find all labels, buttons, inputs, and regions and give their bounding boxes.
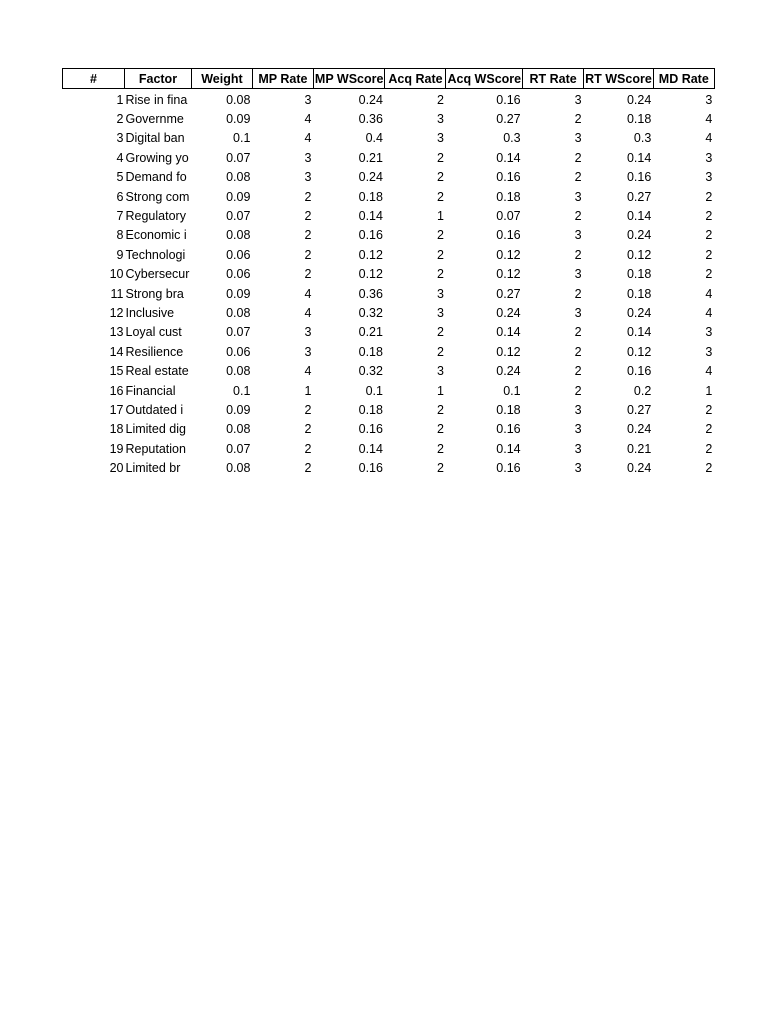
spreadsheet-page [62, 68, 715, 478]
cell-mp-rate: 2 [304, 402, 312, 417]
cell-number: 12 [109, 305, 124, 320]
table-row [63, 89, 715, 110]
header-mp-rate: MP Rate [252, 69, 313, 89]
cell-acq-rate: 3 [437, 305, 444, 320]
header-factor: Factor [125, 69, 192, 89]
header-number: # [63, 69, 125, 89]
cell-rt-rate: 2 [574, 364, 582, 379]
cell-rt-rate: 2 [574, 112, 582, 127]
cell-rt-rate: 3 [574, 228, 582, 243]
cell-weight: 0.09 [226, 402, 251, 417]
cell-mp-rate: 1 [304, 383, 312, 398]
factor-rating-table [62, 68, 715, 478]
cell-rt-wscore: 0.21 [626, 441, 652, 456]
cell-weight: 0.08 [226, 305, 251, 320]
cell-mp-rate: 3 [304, 150, 312, 165]
cell-rt-rate: 2 [574, 383, 582, 398]
cell-weight: 0.09 [226, 112, 251, 127]
cell-factor: Loyal cust [125, 325, 182, 340]
cell-rt-rate: 3 [574, 92, 582, 107]
cell-number: 9 [116, 247, 124, 262]
cell-mp-wscore: 0.14 [358, 441, 383, 456]
cell-rt-wscore: 0.12 [626, 344, 652, 359]
cell-mp-rate: 4 [304, 364, 312, 379]
table-row [63, 284, 715, 303]
cell-number: 5 [116, 170, 124, 185]
cell-acq-rate: 2 [437, 92, 444, 107]
table-row [63, 458, 715, 477]
cell-rt-rate: 2 [574, 286, 582, 301]
cell-mp-wscore: 0.24 [358, 92, 383, 107]
cell-mp-rate: 2 [304, 189, 312, 204]
cell-mp-wscore: 0.18 [358, 189, 383, 204]
header-md-rate: MD Rate [653, 69, 714, 89]
cell-factor: Rise in fina [125, 92, 188, 107]
cell-rt-rate: 3 [574, 131, 582, 146]
cell-weight: 0.08 [226, 422, 251, 437]
cell-factor: Real estate [125, 364, 189, 379]
cell-factor: Demand fo [125, 170, 187, 185]
cell-acq-rate: 3 [437, 131, 444, 146]
cell-number: 2 [116, 112, 124, 127]
cell-number: 8 [116, 228, 124, 243]
table-row [63, 168, 715, 187]
cell-mp-rate: 3 [304, 170, 312, 185]
cell-rt-rate: 2 [574, 209, 582, 224]
cell-rt-rate: 3 [574, 402, 582, 417]
table-body [63, 89, 715, 478]
header-rt-rate: RT Rate [523, 69, 584, 89]
cell-number: 7 [116, 209, 124, 224]
cell-factor: Growing yo [125, 150, 189, 165]
cell-md-rate: 4 [705, 305, 713, 320]
cell-weight: 0.07 [226, 325, 251, 340]
cell-md-rate: 3 [705, 170, 713, 185]
table-row [63, 245, 715, 264]
table-row [63, 323, 715, 342]
table-row [63, 342, 715, 361]
header-acq-rate: Acq Rate [385, 69, 446, 89]
cell-acq-wscore: 0.16 [496, 170, 521, 185]
cell-rt-wscore: 0.18 [626, 267, 652, 282]
cell-factor: Regulatory [125, 209, 186, 224]
cell-factor: Limited br [125, 461, 181, 476]
cell-acq-wscore: 0.24 [496, 364, 521, 379]
cell-rt-wscore: 0.12 [626, 247, 652, 262]
table-row [63, 361, 715, 380]
table-row [63, 303, 715, 322]
cell-mp-wscore: 0.16 [358, 422, 383, 437]
cell-weight: 0.06 [226, 344, 251, 359]
cell-md-rate: 3 [705, 344, 713, 359]
table-row [63, 187, 715, 206]
cell-acq-wscore: 0.14 [496, 325, 521, 340]
cell-rt-wscore: 0.14 [626, 150, 652, 165]
cell-factor: Outdated i [125, 402, 184, 417]
cell-rt-wscore: 0.24 [626, 305, 652, 320]
cell-acq-wscore: 0.16 [496, 422, 521, 437]
cell-mp-rate: 3 [304, 325, 312, 340]
cell-acq-rate: 2 [437, 170, 444, 185]
cell-acq-wscore: 0.18 [496, 189, 521, 204]
cell-number: 4 [116, 150, 124, 165]
cell-mp-rate: 4 [304, 286, 312, 301]
cell-md-rate: 1 [705, 383, 713, 398]
cell-weight: 0.07 [226, 209, 251, 224]
cell-rt-rate: 3 [574, 441, 582, 456]
cell-mp-wscore: 0.24 [358, 170, 383, 185]
cell-weight: 0.07 [226, 150, 251, 165]
cell-md-rate: 4 [705, 286, 713, 301]
cell-weight: 0.09 [226, 189, 251, 204]
cell-factor: Technologi [125, 247, 186, 262]
cell-acq-wscore: 0.3 [503, 131, 521, 146]
cell-acq-rate: 2 [437, 441, 444, 456]
cell-weight: 0.08 [226, 228, 251, 243]
header-mp-wscore: MP WScore [313, 69, 385, 89]
cell-number: 15 [109, 364, 124, 379]
cell-md-rate: 4 [705, 112, 713, 127]
cell-mp-wscore: 0.18 [358, 344, 383, 359]
cell-mp-rate: 2 [304, 228, 312, 243]
cell-rt-wscore: 0.14 [626, 209, 652, 224]
cell-md-rate: 2 [705, 189, 713, 204]
table-row [63, 206, 715, 225]
cell-factor: Resilience [125, 344, 184, 359]
cell-acq-wscore: 0.07 [496, 209, 521, 224]
cell-mp-rate: 2 [304, 209, 312, 224]
cell-rt-wscore: 0.16 [626, 364, 652, 379]
cell-rt-rate: 2 [574, 150, 582, 165]
cell-rt-rate: 3 [574, 267, 582, 282]
cell-rt-rate: 3 [574, 305, 582, 320]
cell-factor: Reputation [125, 441, 186, 456]
cell-mp-rate: 4 [304, 131, 312, 146]
cell-acq-rate: 3 [437, 286, 444, 301]
cell-rt-wscore: 0.27 [626, 189, 652, 204]
cell-rt-rate: 2 [574, 247, 582, 262]
cell-acq-wscore: 0.24 [496, 305, 521, 320]
cell-md-rate: 3 [705, 150, 713, 165]
cell-rt-wscore: 0.24 [626, 228, 652, 243]
cell-acq-rate: 2 [437, 344, 444, 359]
cell-factor: Governme [125, 112, 184, 127]
cell-rt-wscore: 0.16 [626, 170, 652, 185]
cell-weight: 0.08 [226, 170, 251, 185]
cell-mp-wscore: 0.18 [358, 402, 383, 417]
cell-weight: 0.06 [226, 247, 251, 262]
cell-mp-wscore: 0.32 [358, 305, 383, 320]
cell-mp-rate: 3 [304, 344, 312, 359]
cell-mp-wscore: 0.1 [365, 383, 383, 398]
cell-md-rate: 2 [705, 228, 713, 243]
cell-weight: 0.07 [226, 441, 251, 456]
cell-md-rate: 4 [705, 131, 713, 146]
cell-rt-wscore: 0.14 [626, 325, 652, 340]
cell-mp-rate: 2 [304, 461, 312, 476]
cell-acq-rate: 2 [437, 267, 444, 282]
cell-number: 11 [110, 286, 124, 301]
header-acq-wscore: Acq WScore [446, 69, 523, 89]
cell-acq-rate: 2 [437, 325, 444, 340]
cell-number: 20 [109, 461, 124, 476]
cell-weight: 0.09 [226, 286, 251, 301]
cell-mp-wscore: 0.16 [358, 228, 383, 243]
table-row [63, 265, 715, 284]
cell-rt-rate: 3 [574, 189, 582, 204]
cell-number: 10 [109, 267, 124, 282]
cell-md-rate: 2 [705, 247, 713, 262]
cell-acq-wscore: 0.1 [503, 383, 521, 398]
cell-acq-rate: 2 [437, 189, 444, 204]
cell-acq-rate: 2 [437, 422, 444, 437]
cell-acq-rate: 1 [437, 383, 444, 398]
cell-mp-rate: 2 [304, 422, 312, 437]
header-weight: Weight [191, 69, 252, 89]
cell-rt-wscore: 0.27 [626, 402, 652, 417]
cell-acq-rate: 2 [437, 150, 444, 165]
cell-acq-rate: 3 [437, 112, 444, 127]
cell-acq-rate: 1 [437, 209, 444, 224]
cell-md-rate: 2 [705, 209, 713, 224]
cell-weight: 0.06 [226, 267, 251, 282]
cell-md-rate: 2 [705, 267, 713, 282]
table-row [63, 109, 715, 128]
cell-factor: Cybersecur [125, 267, 190, 282]
cell-rt-wscore: 0.18 [626, 112, 652, 127]
cell-md-rate: 2 [705, 402, 713, 417]
cell-acq-wscore: 0.14 [496, 441, 521, 456]
cell-rt-rate: 2 [574, 325, 582, 340]
cell-rt-wscore: 0.24 [626, 461, 652, 476]
cell-mp-rate: 3 [304, 92, 312, 107]
cell-weight: 0.1 [233, 131, 251, 146]
cell-number: 16 [109, 383, 124, 398]
table-row [63, 439, 715, 458]
cell-weight: 0.1 [233, 383, 251, 398]
cell-mp-rate: 2 [304, 247, 312, 262]
cell-weight: 0.08 [226, 364, 251, 379]
cell-rt-rate: 3 [574, 461, 582, 476]
cell-md-rate: 4 [705, 364, 713, 379]
cell-number: 17 [109, 402, 124, 417]
cell-mp-wscore: 0.16 [358, 461, 383, 476]
cell-acq-wscore: 0.12 [496, 344, 521, 359]
table-row [63, 381, 715, 400]
cell-rt-wscore: 0.24 [626, 92, 652, 107]
cell-mp-wscore: 0.4 [365, 131, 383, 146]
cell-md-rate: 2 [705, 461, 713, 476]
cell-acq-rate: 2 [437, 228, 444, 243]
cell-rt-rate: 2 [574, 170, 582, 185]
cell-number: 6 [116, 189, 124, 204]
cell-mp-wscore: 0.21 [358, 150, 383, 165]
table-row [63, 129, 715, 148]
cell-weight: 0.08 [226, 92, 251, 107]
cell-mp-wscore: 0.21 [358, 325, 383, 340]
table-row [63, 148, 715, 167]
cell-number: 3 [116, 131, 124, 146]
cell-acq-wscore: 0.16 [496, 228, 521, 243]
cell-acq-wscore: 0.18 [496, 402, 521, 417]
cell-number: 19 [109, 441, 124, 456]
cell-rt-wscore: 0.2 [633, 383, 652, 398]
cell-number: 1 [116, 92, 124, 107]
cell-factor: Financial [125, 383, 176, 398]
cell-acq-wscore: 0.16 [496, 461, 521, 476]
table-row [63, 400, 715, 419]
cell-mp-wscore: 0.36 [358, 286, 383, 301]
cell-rt-wscore: 0.18 [626, 286, 652, 301]
cell-acq-wscore: 0.12 [496, 247, 521, 262]
cell-md-rate: 3 [705, 92, 713, 107]
table-row [63, 226, 715, 245]
cell-rt-wscore: 0.24 [626, 422, 652, 437]
cell-factor: Economic i [125, 228, 187, 243]
cell-number: 14 [109, 344, 124, 359]
cell-mp-rate: 2 [304, 441, 312, 456]
cell-md-rate: 2 [705, 422, 713, 437]
cell-acq-rate: 2 [437, 402, 444, 417]
cell-number: 18 [109, 422, 124, 437]
cell-factor: Strong bra [125, 286, 184, 301]
cell-rt-rate: 2 [574, 344, 582, 359]
cell-md-rate: 2 [705, 441, 713, 456]
cell-acq-wscore: 0.27 [496, 112, 521, 127]
cell-acq-rate: 3 [437, 364, 444, 379]
cell-mp-rate: 4 [304, 305, 312, 320]
cell-md-rate: 3 [705, 325, 713, 340]
header-rt-wscore: RT WScore [584, 69, 654, 89]
cell-mp-rate: 2 [304, 267, 312, 282]
cell-mp-wscore: 0.14 [358, 209, 383, 224]
cell-acq-wscore: 0.27 [496, 286, 521, 301]
cell-acq-wscore: 0.12 [496, 267, 521, 282]
cell-rt-wscore: 0.3 [633, 131, 652, 146]
cell-factor: Limited dig [125, 422, 186, 437]
cell-mp-wscore: 0.36 [358, 112, 383, 127]
cell-number: 13 [109, 325, 124, 340]
cell-acq-wscore: 0.16 [496, 92, 521, 107]
cell-rt-rate: 3 [574, 422, 582, 437]
cell-factor: Inclusive [125, 305, 175, 320]
cell-mp-wscore: 0.12 [358, 247, 383, 262]
cell-factor: Digital ban [125, 131, 185, 146]
cell-acq-rate: 2 [437, 461, 444, 476]
cell-mp-wscore: 0.32 [358, 364, 383, 379]
cell-acq-rate: 2 [437, 247, 444, 262]
table-row [63, 420, 715, 439]
cell-mp-wscore: 0.12 [358, 267, 383, 282]
cell-factor: Strong com [125, 189, 190, 204]
header-row [63, 69, 715, 89]
cell-mp-rate: 4 [304, 112, 312, 127]
cell-acq-wscore: 0.14 [496, 150, 521, 165]
cell-weight: 0.08 [226, 461, 251, 476]
